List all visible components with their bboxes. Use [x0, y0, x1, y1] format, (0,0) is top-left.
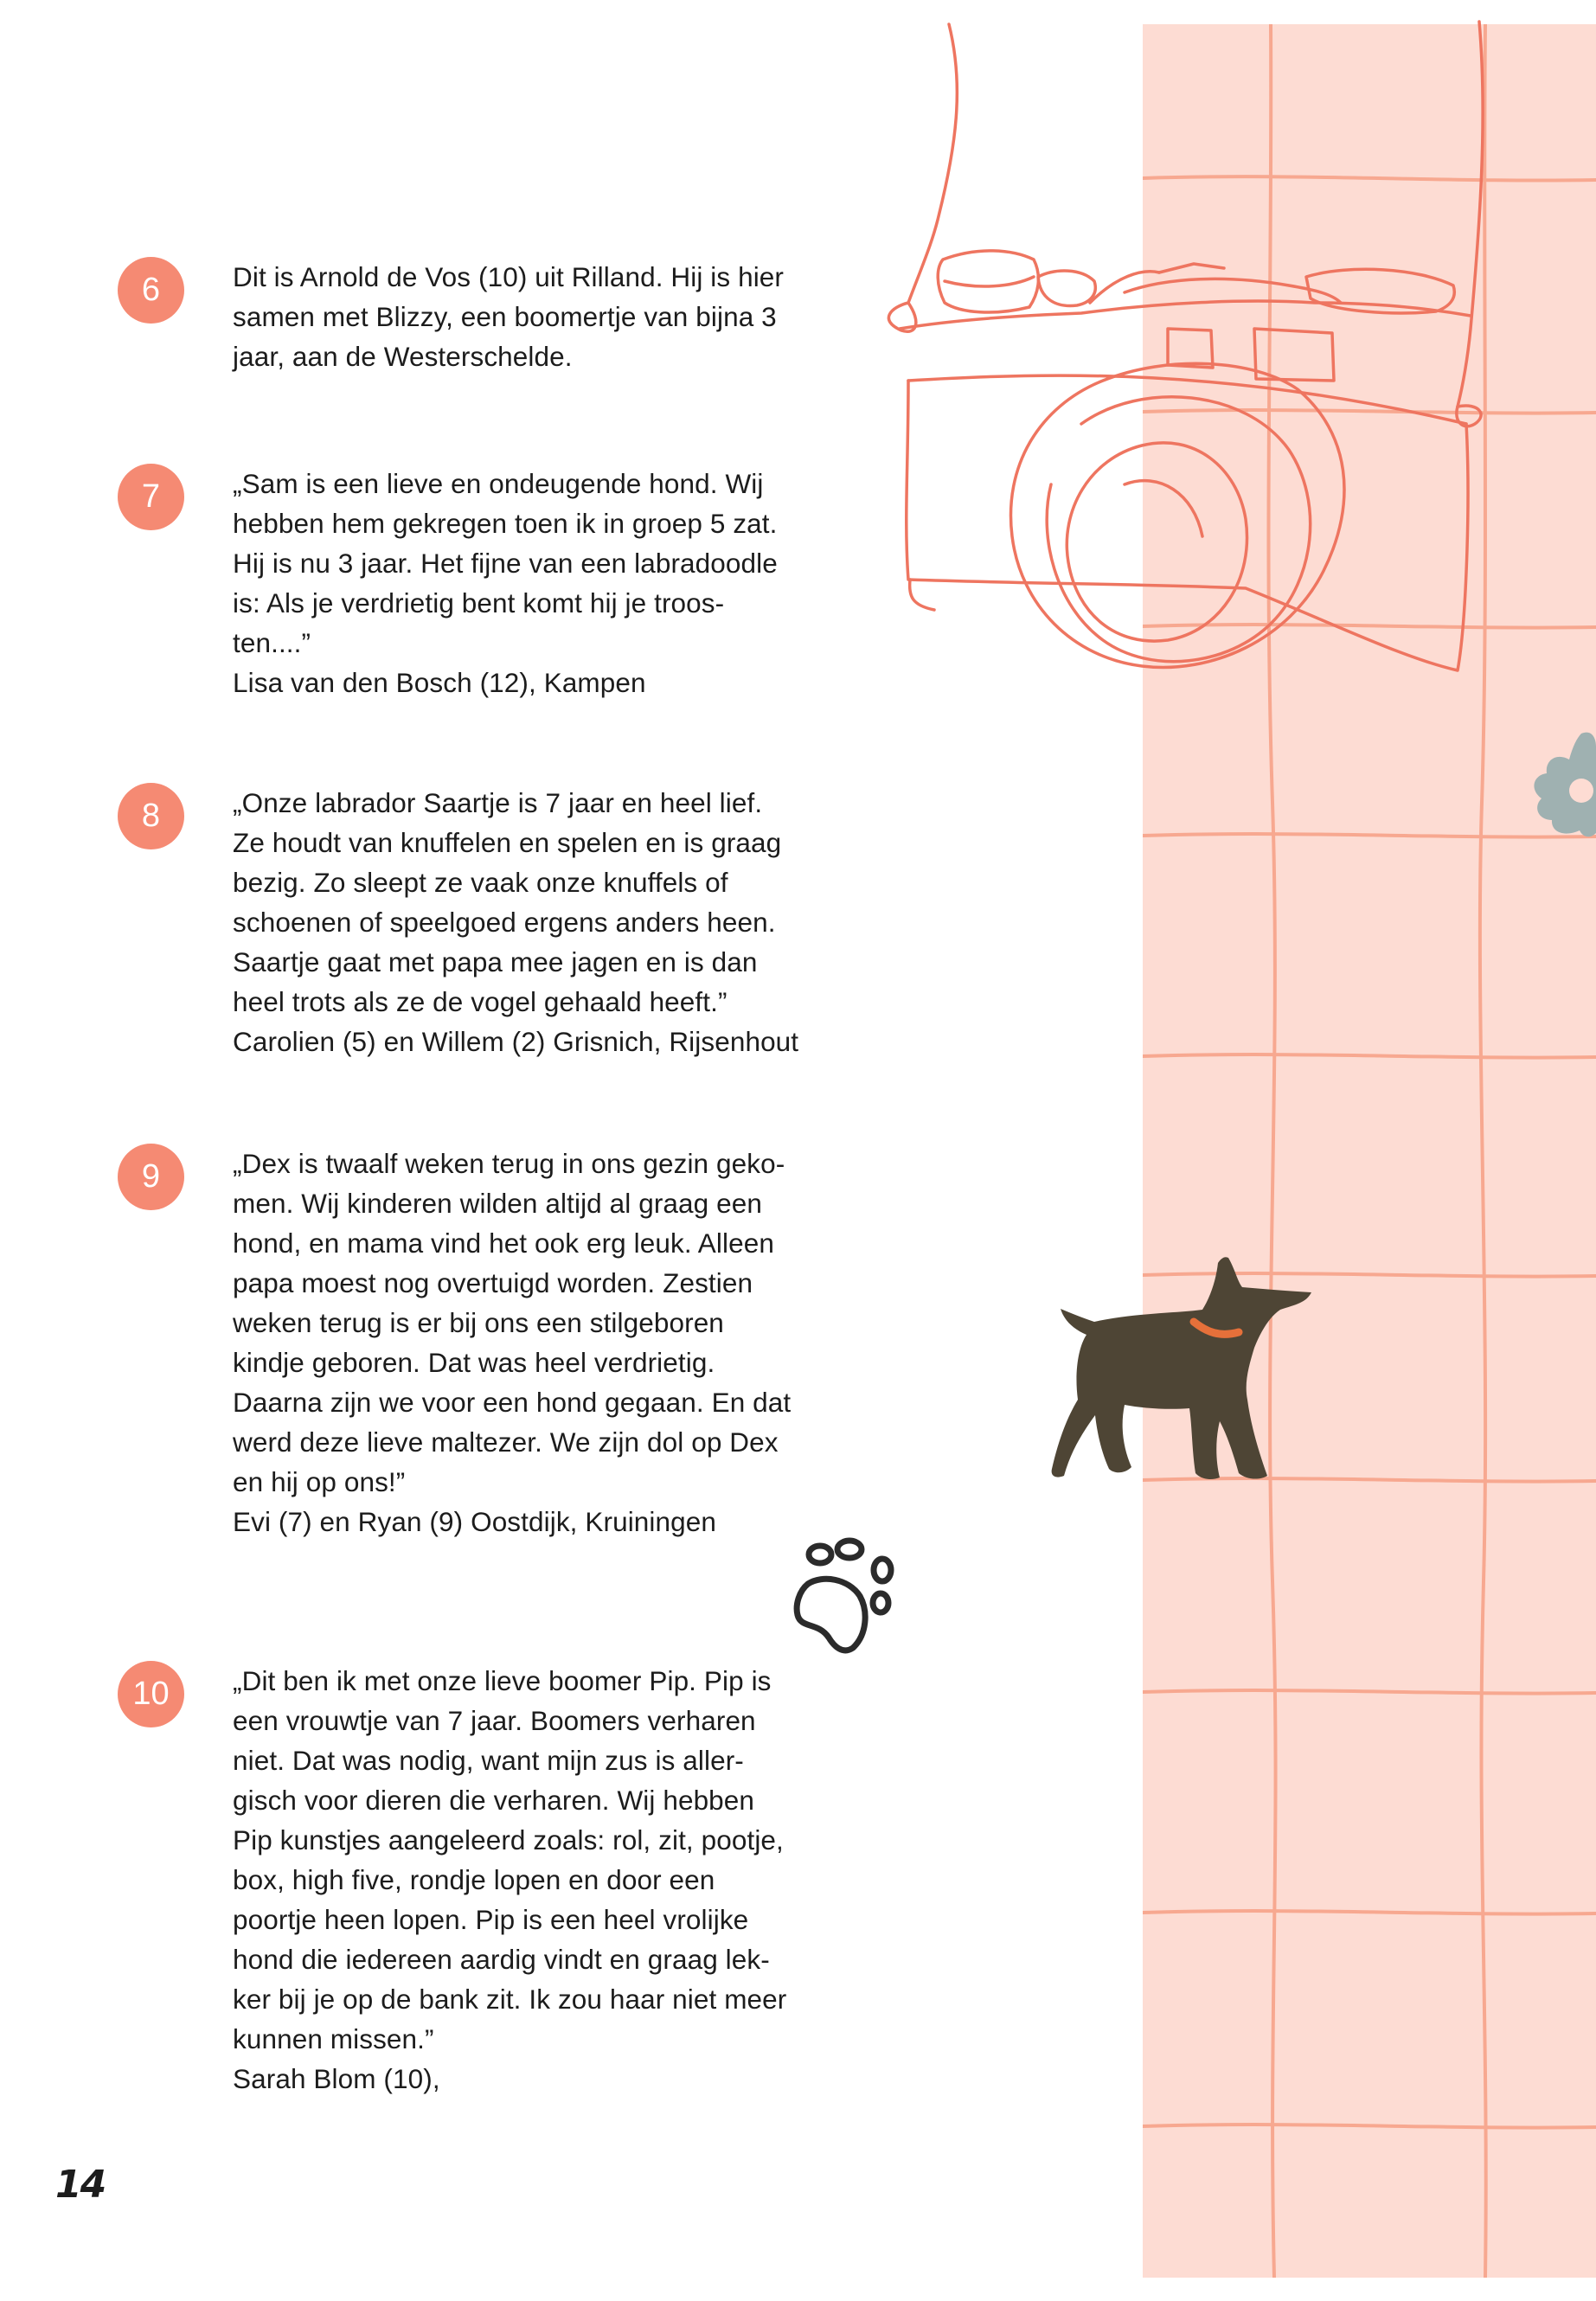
entry-number-badge: 8	[118, 783, 184, 849]
camera-icon	[882, 17, 1505, 718]
entry-text: „Onze labrador Saartje is 7 jaar en heel lief. Ze houdt van knuffelen en spelen en is graag bezig. Zo sleept ze vaak onze knuffels of schoenen of speelgoed ergens anders heen. Saartje gaat met papa mee jagen en is dan heel trots als ze de vogel gehaald heeft.” Carolien (5) en Willem (2) Grisnich, Rijsenhout	[233, 787, 799, 1057]
entry-text: „Sam is een lieve en ondeugende hond. Wij hebben hem gekregen toen ik in groep 5 zat. Hij is nu 3 jaar. Het fijne van een labradoodle is: Als je verdrietig bent komt hij je troos- ten....” Lisa van den Bosch (12), Kampen	[233, 468, 778, 698]
entry-number-badge: 10	[118, 1661, 184, 1727]
flower-icon	[1529, 725, 1596, 846]
paw-print-icon	[792, 1535, 905, 1657]
entry-text: Dit is Arnold de Vos (10) uit Rilland. Hij is hier samen met Blizzy, een boomertje van bijna 3 jaar, aan de Westerschelde.	[233, 261, 785, 372]
entry-number-badge: 9	[118, 1144, 184, 1210]
page-number: 14	[55, 2163, 106, 2207]
entry-number-badge: 7	[118, 464, 184, 530]
entry-text: „Dex is twaalf weken terug in ons gezin geko- men. Wij kinderen wilden altijd al graag een hond, en mama vind het ook erg leuk. Alleen papa moest nog overtuigd worden. Zestien weken terug is er bij ons een stilgeboren kindje geboren. Dat was heel verdrietig. Daarna zijn we voor een hond gegaan. En dat werd deze lieve maltezer. We zijn dol op Dex en hij op ons!” Evi (7) en Ryan (9) Oostdijk, Kruiningen	[233, 1148, 792, 1537]
dog-icon	[1047, 1253, 1315, 1486]
entry-number-badge: 6	[118, 257, 184, 324]
entry-text: „Dit ben ik met onze lieve boomer Pip. Pip is een vrouwtje van 7 jaar. Boomers verharen niet. Dat was nodig, want mijn zus is aller- gisch voor dieren die verharen. Wij hebben Pip kunstjes aangeleerd zoals: rol, zit, pootje, box, high five, rondje lopen en door een poortje heen lopen. Pip is een heel vrolijke hond die iedereen aardig vindt en graag lek- ker bij je op de bank zit. Ik zou haar niet meer kunnen missen.” Sarah Blom (10),	[233, 1665, 787, 2094]
